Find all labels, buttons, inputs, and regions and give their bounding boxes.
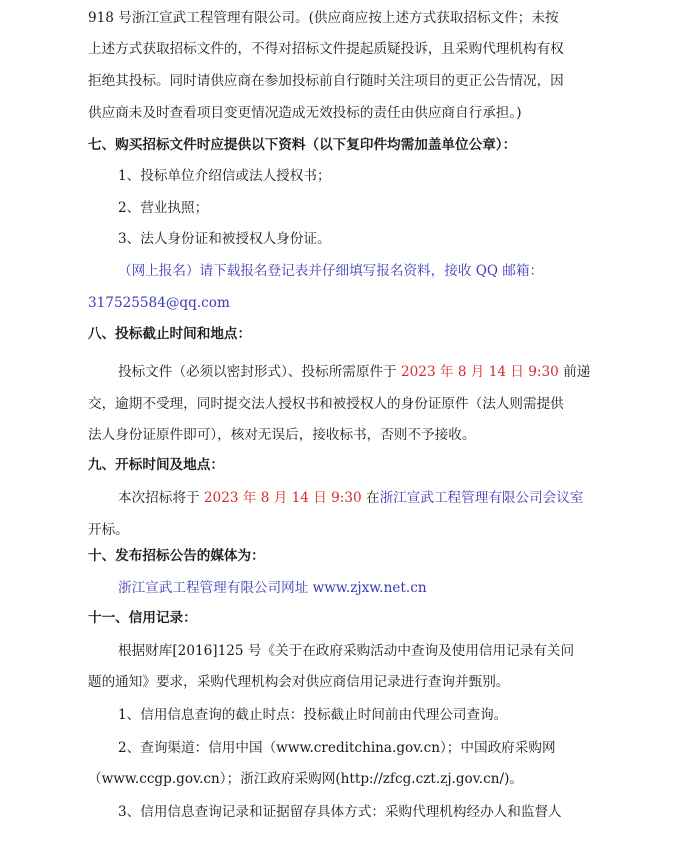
s11-line-6: 3、信用信息查询记录和证据留存具体方式：采购代理机构经办人和监督人	[118, 804, 562, 820]
intro-line-2: 上述方式获取招标文件的，不得对招标文件提起质疑投诉，且采购代理机构有权	[88, 41, 564, 57]
s8-deadline-date: 2023 年 8 月 14 日 9:30	[401, 364, 559, 380]
section-9-heading: 九、开标时间及地点：	[88, 457, 224, 473]
s8-text-post: 前递	[558, 364, 591, 380]
intro-line-3: 拒绝其投标。同时请供应商在参加投标前自行随时关注项目的更正公告情况，因	[88, 73, 564, 89]
s10-media-link[interactable]: 浙江宣武工程管理有限公司网址 www.zjxw.net.cn	[118, 580, 427, 596]
s9-text-pre: 本次招标将于	[118, 490, 204, 506]
s9-text-mid: 在	[361, 490, 380, 506]
section-8-heading: 八、投标截止时间和地点：	[88, 326, 252, 342]
s11-line-3: 1、信用信息查询的截止时点：投标截止时间前由代理公司查询。	[118, 707, 508, 723]
s7-item-2: 2、营业执照；	[118, 200, 209, 216]
s11-line-5: （www.ccgp.gov.cn）；浙江政府采购网(http://zfcg.czt.zj.gov.cn/)。	[88, 771, 523, 787]
section-7-heading: 七、购买招标文件时应提供以下资料（以下复印件均需加盖单位公章）：	[88, 137, 517, 153]
s11-line-2: 题的通知》要求，采购代理机构会对供应商信用记录进行查询并甄别。	[88, 674, 510, 690]
s8-line-2: 交，逾期不受理，同时提交法人授权书和被授权人的身份证原件（法人则需提供	[88, 396, 564, 412]
s9-line-1	[118, 489, 633, 507]
section-11-heading: 十一、信用记录：	[88, 610, 197, 626]
s9-location: 浙江宣武工程管理有限公司会议室	[379, 490, 584, 506]
intro-line-4: 供应商未及时查看项目变更情况造成无效投标的责任由供应商自行承担。)	[88, 105, 522, 121]
s8-line-1	[118, 363, 633, 381]
section-10-heading: 十、发布招标公告的媒体为：	[88, 548, 265, 564]
s7-email[interactable]: 317525584@qq.com	[88, 295, 230, 311]
s9-opening-date: 2023 年 8 月 14 日 9:30	[203, 490, 362, 506]
s8-text-pre: 投标文件（必须以密封形式）、投标所需原件于	[118, 364, 401, 380]
intro-line-1: 918 号浙江宣武工程管理有限公司。(供应商应按上述方式获取招标文件；未按	[88, 10, 559, 26]
s11-line-4: 2、查询渠道：信用中国（www.creditchina.gov.cn）；中国政府采购网	[118, 740, 556, 756]
s7-item-1: 1、投标单位介绍信或法人授权书；	[118, 168, 331, 184]
s7-online-registration: （网上报名）请下载报名登记表并仔细填写报名资料，接收 QQ 邮箱：	[118, 263, 544, 279]
s11-line-1: 根据财库[2016]125 号《关于在政府采购活动中查询及使用信用记录有关问	[118, 643, 575, 659]
s8-line-3: 法人身份证原件即可），核对无误后，接收标书，否则不予接收。	[88, 427, 476, 443]
s7-item-3: 3、法人身份证和被授权人身份证。	[118, 231, 331, 247]
s9-line-2: 开标。	[88, 522, 129, 538]
